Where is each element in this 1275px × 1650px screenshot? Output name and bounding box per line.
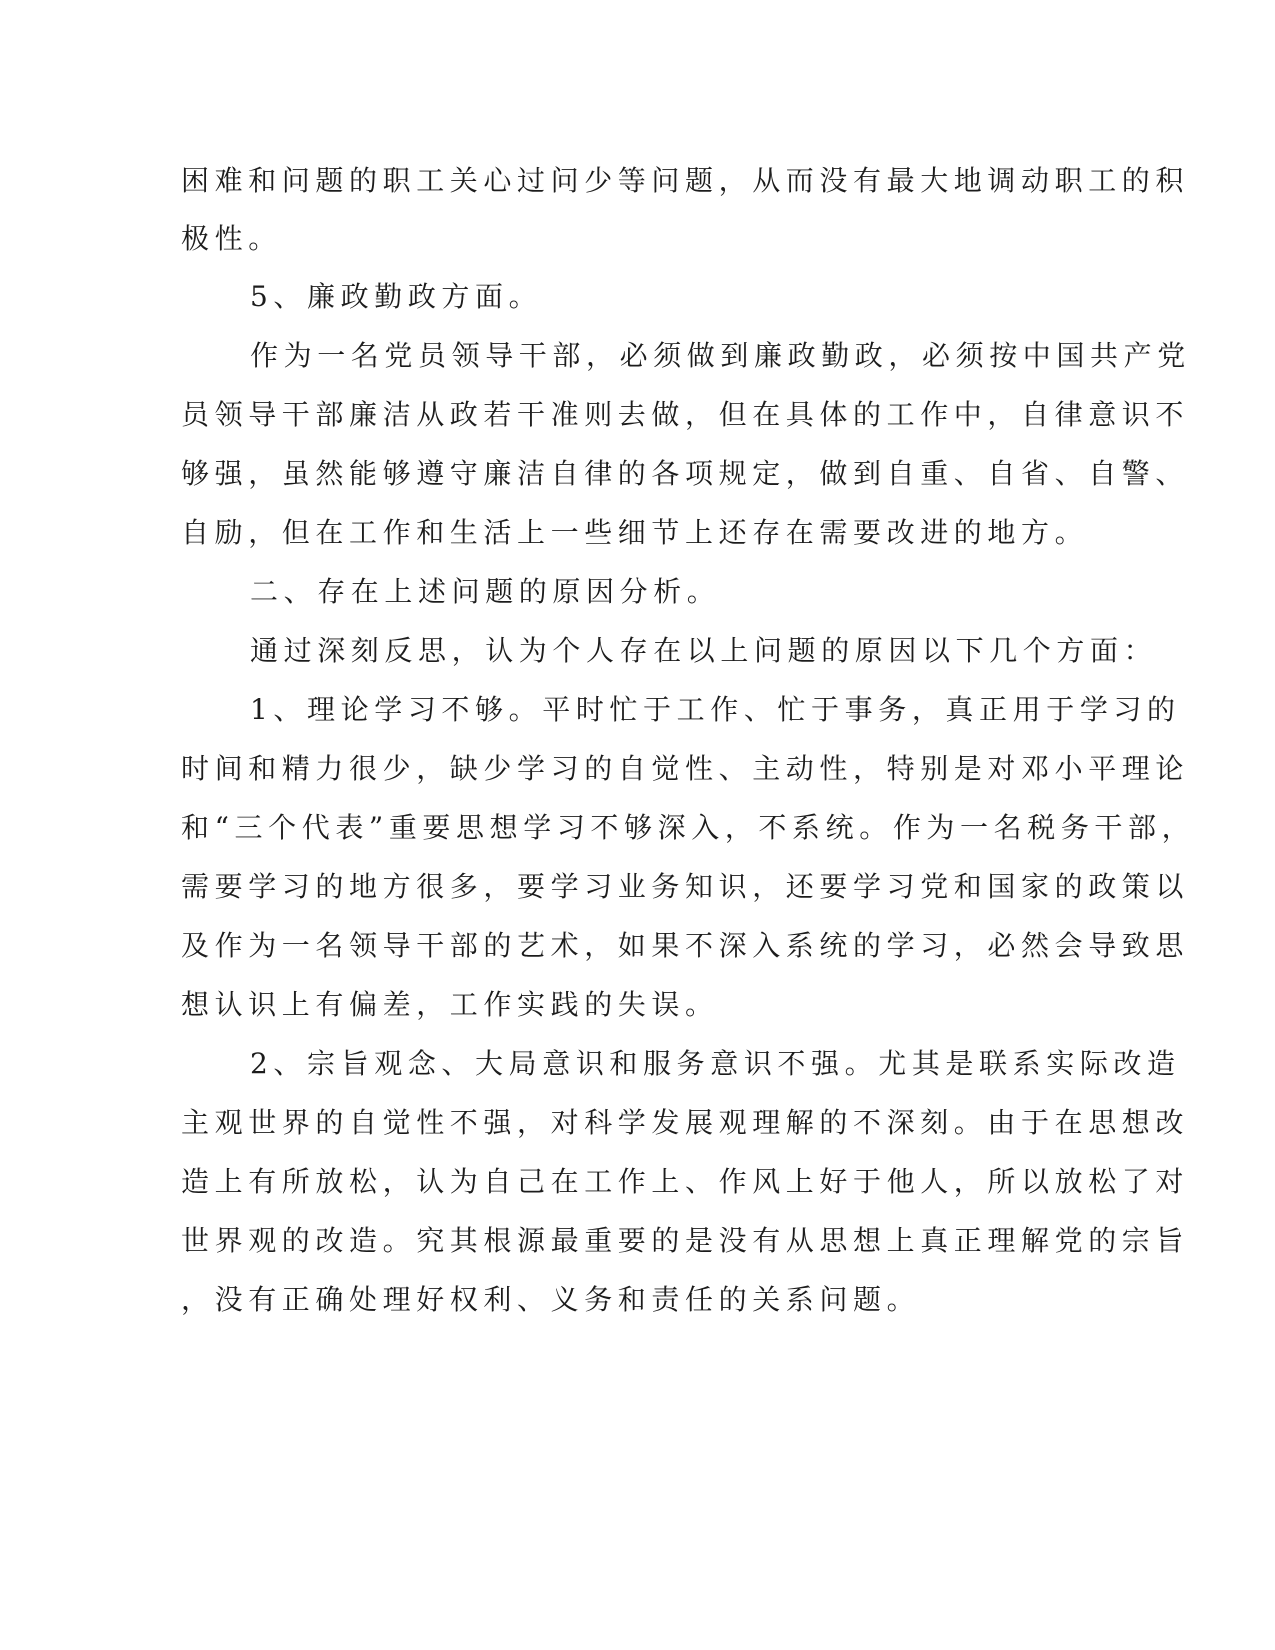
text-line: 通过深刻反思，认为个人存在以上问题的原因以下几个方面： bbox=[250, 634, 1158, 667]
text-line: 自励，但在工作和生活上一些细节上还存在需要改进的地方。 bbox=[181, 516, 1089, 549]
text-line: 和“三个代表”重要思想学习不够深入，不系统。作为一名税务干部， bbox=[181, 811, 1196, 844]
text-line: 1、理论学习不够。平时忙于工作、忙于事务，真正用于学习的 bbox=[250, 693, 1181, 726]
section-heading: 二、存在上述问题的原因分析。 bbox=[250, 575, 721, 608]
text-line: 员领导干部廉洁从政若干准则去做，但在具体的工作中，自律意识不 bbox=[181, 398, 1190, 431]
text-line: 时间和精力很少，缺少学习的自觉性、主动性，特别是对邓小平理论 bbox=[181, 752, 1190, 785]
text-line: 作为一名党员领导干部，必须做到廉政勤政，必须按中国共产党 bbox=[250, 339, 1191, 372]
section-heading: 5、廉政勤政方面。 bbox=[250, 280, 543, 313]
text-line: 造上有所放松，认为自己在工作上、作风上好于他人，所以放松了对 bbox=[181, 1165, 1190, 1198]
text-line: 世界观的改造。究其根源最重要的是没有从思想上真正理解党的宗旨 bbox=[181, 1224, 1190, 1257]
text-line: 2、宗旨观念、大局意识和服务意识不强。尤其是联系实际改造 bbox=[250, 1047, 1181, 1080]
text-line: 及作为一名领导干部的艺术，如果不深入系统的学习，必然会导致思 bbox=[181, 929, 1190, 962]
text-line: ，没有正确处理好权利、义务和责任的关系问题。 bbox=[181, 1283, 921, 1316]
text-line: 够强，虽然能够遵守廉洁自律的各项规定，做到自重、自省、自警、 bbox=[181, 457, 1190, 490]
text-line: 极性。 bbox=[181, 222, 282, 255]
text-line: 需要学习的地方很多，要学习业务知识，还要学习党和国家的政策以 bbox=[181, 870, 1190, 903]
text-line: 主观世界的自觉性不强，对科学发展观理解的不深刻。由于在思想改 bbox=[181, 1106, 1190, 1139]
text-line: 困难和问题的职工关心过问少等问题，从而没有最大地调动职工的积 bbox=[181, 164, 1190, 197]
text-line: 想认识上有偏差，工作实践的失误。 bbox=[181, 988, 719, 1021]
